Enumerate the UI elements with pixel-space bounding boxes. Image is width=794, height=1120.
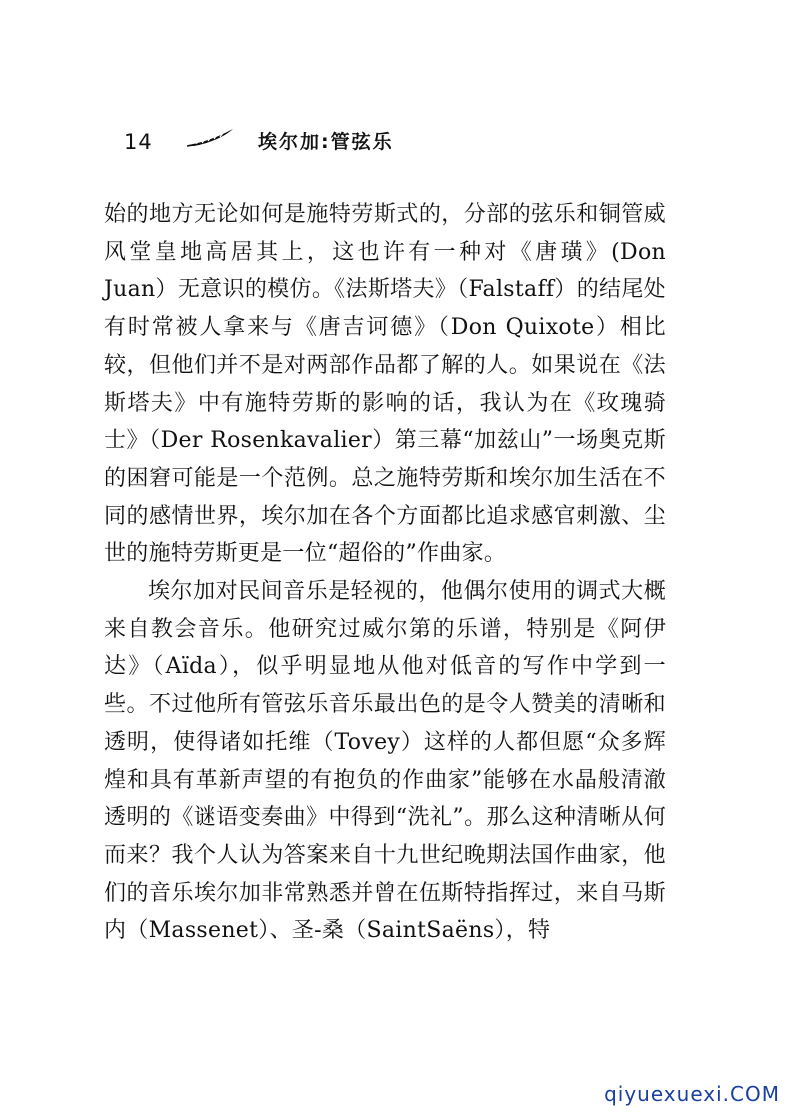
page-number: 14 xyxy=(124,130,153,154)
paragraph-continuation: 始的地方无论如何是施特劳斯式的，分部的弦乐和铜管威风堂皇地高居其上，这也许有一种对《唐璜》(Don Juan）无意识的模仿。《法斯塔夫》（Falstaff）的结尾处有时常被人拿来与《唐吉诃德》（Don Quixote）相比较，但他们并不是对两部作品都了解的人。如果说在《法斯塔夫》中有施特劳斯的影响的话，我认为在《玫瑰骑士》（Der Rosenkavalier）第三幕“加兹山”一场奥克斯的困窘可能是一个范例。总之施特劳斯和埃尔加生活在不同的感情世界，埃尔加在各个方面都比追求感官刺激、尘世的施特劳斯更是一位“超俗的”作曲家。 xyxy=(104,202,666,567)
body-text xyxy=(104,196,666,950)
feather-quill-icon xyxy=(186,126,236,148)
page-header xyxy=(120,124,680,160)
paragraph-elgar-folk-music: 埃尔加对民间音乐是轻视的，他偶尔使用的调式大概来自教会音乐。他研究过威尔第的乐谱，特别是《阿伊达》（Aïda），似乎明显地从他对低音的写作中学到一些。不过他所有管弦乐音乐最出色的是令人赞美的清晰和透明，使得诸如托维（Tovey）这样的人都但愿“众多辉煌和具有革新声望的有抱负的作曲家”能够在水晶般清澈透明的《谜语变奏曲》中得到“洗礼”。那么这种清晰从何而来？我个人认为答案来自十九世纪晚期法国作曲家，他们的音乐埃尔加非常熟悉并曾在伍斯特指挥过，来自马斯内（Massenet）、圣-桑（SaintSaëns），特 xyxy=(104,579,666,944)
running-title: 埃尔加:管弦乐 xyxy=(258,131,394,153)
site-watermark: qiyuexuexi.COM xyxy=(604,1082,780,1106)
